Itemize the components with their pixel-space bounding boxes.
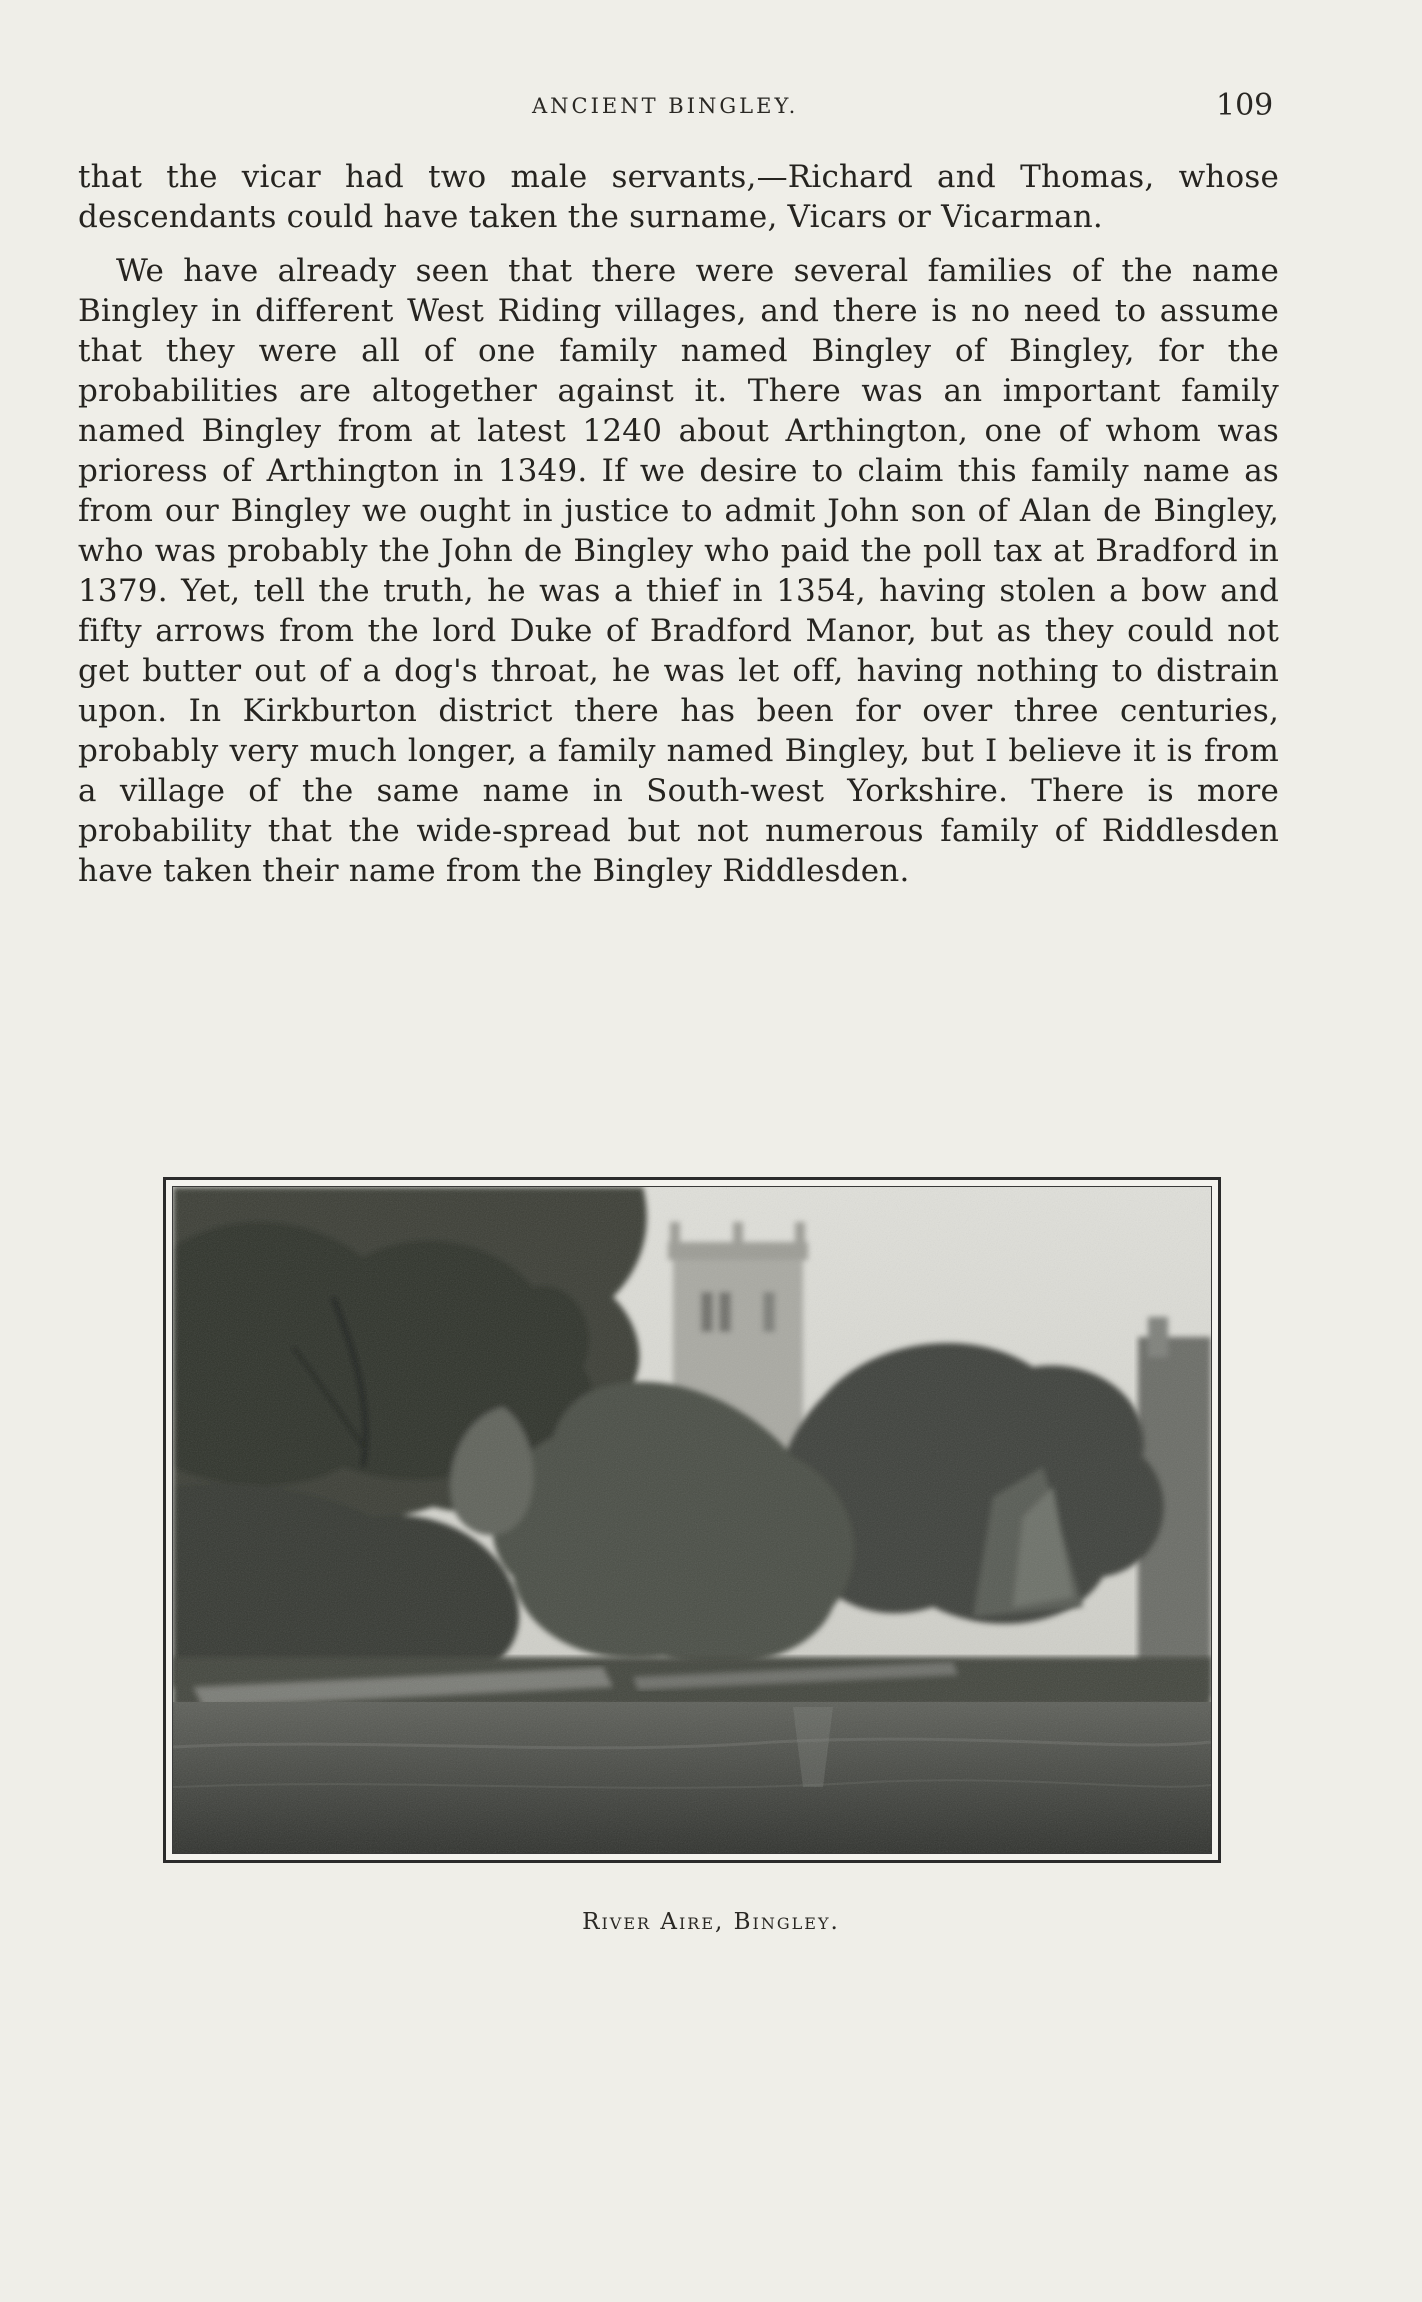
running-title: ANCIENT BINGLEY. (532, 94, 799, 118)
photo-frame (172, 1186, 1212, 1854)
river-scene-photo (173, 1187, 1211, 1853)
body-text (78, 157, 1279, 891)
paragraph: We have already seen that there were several families of the name Bingley in different West Riding villages, and there is no need to assume that they were all of one family named Bingley of Bingley, for the probabilities are altogether against it. There was an important family named Bingley from at latest 1240 about Arthington, one of whom was prioress of Arthington in 1349. If we desire to claim this family name as from our Bingley we ought in justice to admit John son of Alan de Bingley, who was probably the John de Bingley who paid the poll tax at Bradford in 1379. Yet, tell the truth, he was a thief in 1354, having stolen a bow and fifty arrows from the lord Duke of Bradford Manor, but as they could not get butter out of a dog's throat, he was let off, having nothing to distrain upon. In Kirkburton district there has been for over three centuries, probably very much longer, a family named Bingley, but I believe it is from a village of the same name in South-west Yorkshire. There is more probability that the wide-spread but not numerous family of Riddlesden have taken their name from the Bingley Riddlesden. (78, 253, 1279, 889)
running-head (0, 88, 1422, 128)
paragraph: that the vicar had two male servants,—Richard and Thomas, whose descendants could have taken the surname, Vicars or Vicarman. (78, 159, 1279, 235)
figure-caption: River Aire, Bingley. (582, 1909, 840, 1935)
photo-plate (163, 1177, 1221, 1863)
page-number: 109 (1216, 88, 1274, 123)
